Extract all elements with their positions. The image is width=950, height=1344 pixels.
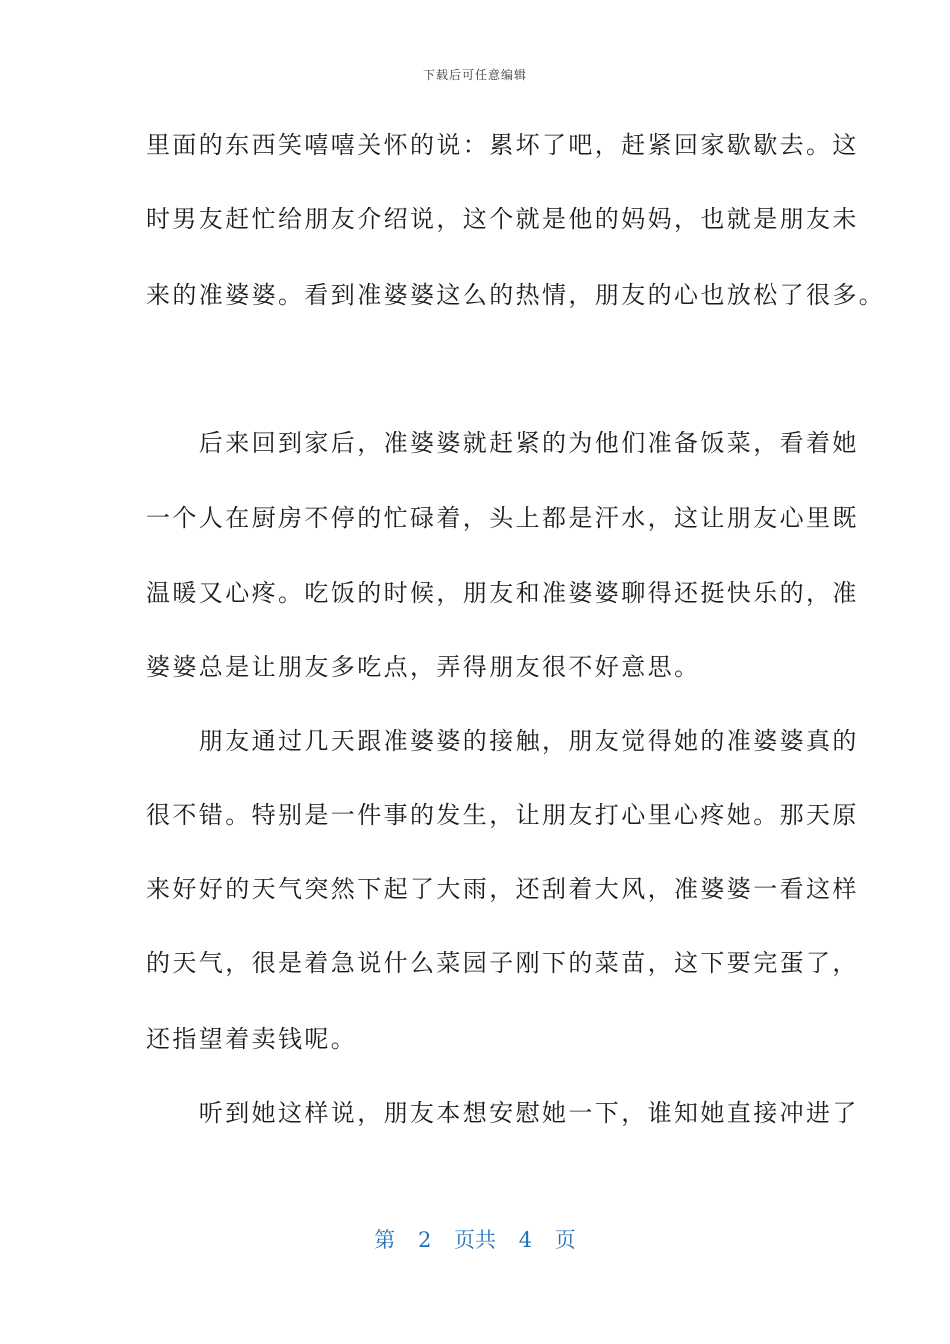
current-page-number: 2 [417, 1228, 432, 1252]
text-line: 来好好的天气突然下起了大雨，还刮着大风，准婆婆一看这样 [146, 875, 859, 903]
page-label-mid: 页共 [454, 1228, 496, 1252]
text-line: 很不错。特别是一件事的发生，让朋友打心里心疼她。那天原 [146, 801, 859, 829]
text-line: 婆婆总是让朋友多吃点，弄得朋友很不好意思。 [146, 653, 701, 681]
page-label-prefix: 第 [374, 1228, 396, 1252]
text-line: 的天气，很是着急说什么菜园子刚下的菜苗，这下要完蛋了， [146, 949, 859, 977]
text-line: 温暖又心疼。吃饭的时候，朋友和准婆婆聊得还挺快乐的，准 [146, 579, 859, 607]
text-line: 朋友通过几天跟准婆婆的接触，朋友觉得她的准婆婆真的 [146, 727, 859, 755]
text-line: 一个人在厨房不停的忙碌着，头上都是汗水，这让朋友心里既 [146, 504, 859, 532]
text-line: 还指望着卖钱呢。 [146, 1025, 358, 1053]
header-note: 下载后可任意编辑 [422, 68, 527, 82]
total-pages-number: 4 [518, 1228, 533, 1252]
text-line: 里面的东西笑嘻嘻关怀的说：累坏了吧，赶紧回家歇歇去。这 [146, 131, 859, 159]
text-line: 听到她这样说，朋友本想安慰她一下，谁知她直接冲进了 [146, 1099, 859, 1127]
text-line: 时男友赶忙给朋友介绍说，这个就是他的妈妈，也就是朋友未 [146, 205, 859, 233]
text-line: 后来回到家后，准婆婆就赶紧的为他们准备饭菜，看着她 [146, 429, 859, 457]
text-line: 来的准婆婆。看到准婆婆这么的热情，朋友的心也放松了很多。 [146, 281, 886, 309]
page-label-suffix: 页 [554, 1228, 576, 1252]
page-number-footer [0, 1224, 950, 1254]
